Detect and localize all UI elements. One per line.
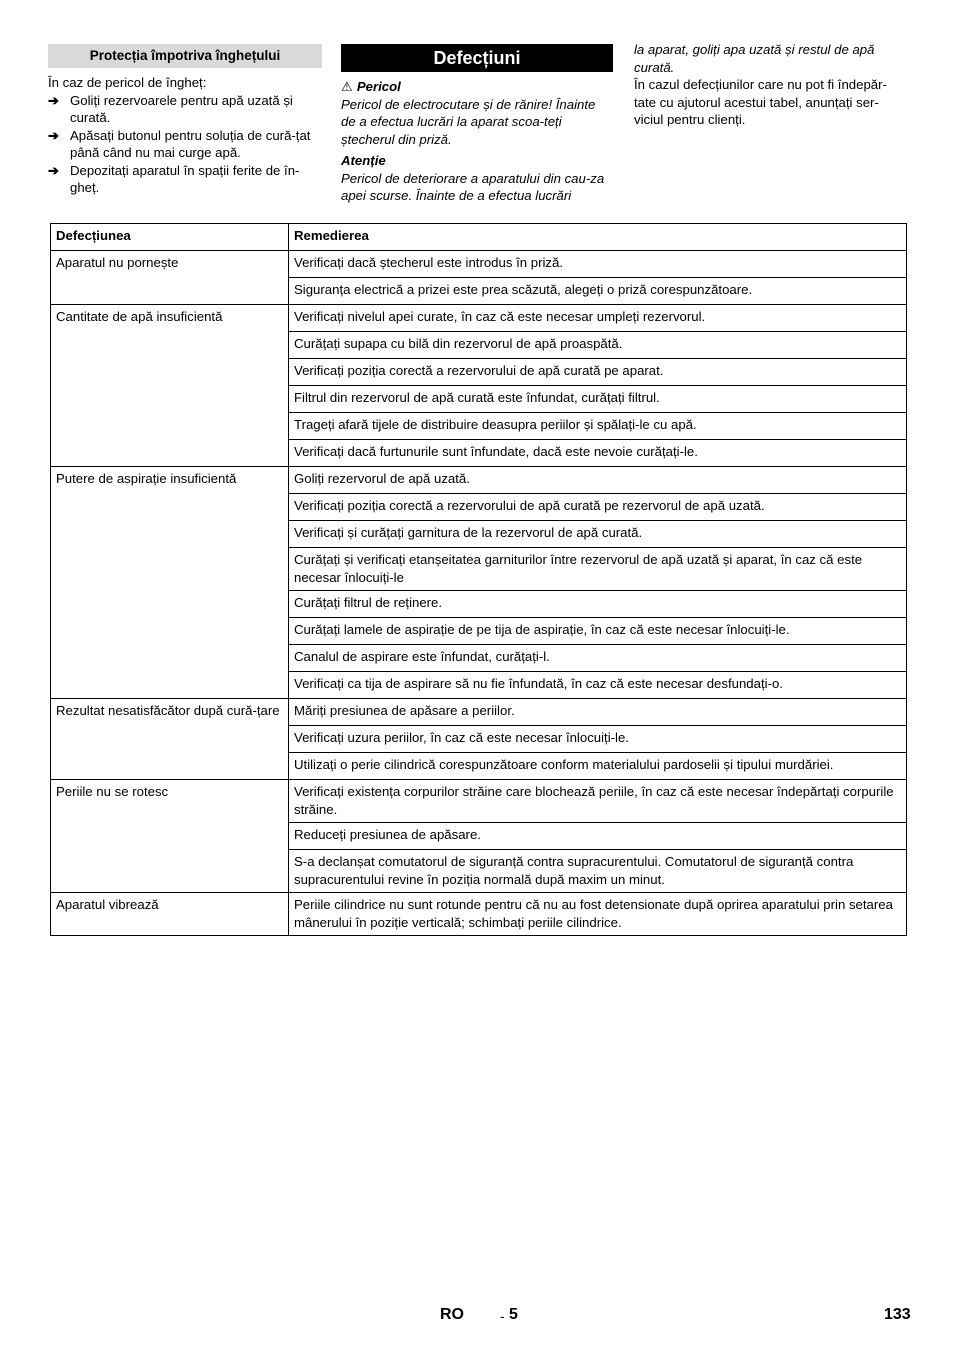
- fault-cell: Aparatul vibrează: [51, 893, 289, 936]
- fault-cell: Putere de aspirație insuficientă: [51, 467, 289, 699]
- arrow-right-icon: ➔: [48, 92, 60, 108]
- remedy-cell: Curățați lamele de aspirație de pe tija de aspirație, în caz că este necesar înlocuiți-le.: [289, 618, 907, 645]
- fault-cell: Cantitate de apă insuficientă: [51, 305, 289, 467]
- remedy-cell: Periile cilindrice nu sunt rotunde pentru că nu au fost detensionate după oprirea aparatului prin setarea mânerului în poziție verticală; schimbați periile cilindrice.: [289, 893, 907, 936]
- frost-steps: [48, 92, 322, 197]
- danger-text: Pericol de electrocutare și de rănire! Înainte de a efectua lucrări la aparat scoa-teți ștecherul din priză.: [341, 96, 596, 147]
- remedy-cell: Goliți rezervorul de apă uzată.: [289, 467, 907, 494]
- remedy-cell: Verificați dacă furtunurile sunt înfundate, dacă este nevoie curățați-le.: [289, 440, 907, 467]
- fault-cell: Rezultat nesatisfăcător după cură-țare: [51, 699, 289, 780]
- remedy-cell: Curățați supapa cu bilă din rezervorul de apă proaspătă.: [289, 332, 907, 359]
- table-row: [51, 467, 907, 494]
- list-item: ➔ Goliți rezervoarele pentru apă uzată și curată.: [48, 92, 293, 125]
- faults-continuation: [634, 44, 908, 129]
- remedy-cell: Verificați poziția corectă a rezervorului de apă curată pe aparat.: [289, 359, 907, 386]
- remedy-cell: Verificați poziția corectă a rezervorului de apă curată pe rezervorul de apă uzată.: [289, 494, 907, 521]
- footer-separator: -: [500, 1308, 505, 1324]
- caution-text-continued: la aparat, goliți apa uzată și restul de apă curată.: [634, 42, 875, 75]
- remedy-cell: Trageți afară tijele de distribuire deasupra periilor și spălați-le cu apă.: [289, 413, 907, 440]
- remedy-cell: Siguranța electrică a prizei este prea scăzută, alegeți o priză corespunzătoare.: [289, 278, 907, 305]
- remedy-cell: Verificați ca tija de aspirare să nu fie înfundată, în caz că este necesar desfundați-o.: [289, 672, 907, 699]
- service-text: În cazul defecțiunilor care nu pot fi îndepăr-tate cu ajutorul acestui tabel, anunțați ser-viciul pentru clienți.: [634, 77, 887, 127]
- footer-language: RO: [440, 1306, 464, 1323]
- faults-title: Defecțiuni: [341, 44, 613, 72]
- remedy-cell: Verificați și curățați garnitura de la rezervorul de apă curată.: [289, 521, 907, 548]
- faults-intro-section: [341, 44, 613, 205]
- remedy-cell: Verificați dacă ștecherul este introdus în priză.: [289, 251, 907, 278]
- caution-text: Pericol de deteriorare a aparatului din cau-za apei scurse. Înainte de a efectua lucrări: [341, 170, 605, 203]
- warning-triangle-icon: ⚠: [341, 79, 353, 94]
- list-item: ➔ Apăsați butonul pentru soluția de cură-țat până când nu mai curge apă.: [48, 127, 311, 160]
- table-row: [51, 699, 907, 726]
- danger-label: ⚠ Pericol: [341, 79, 401, 94]
- caution-label: Atenție: [341, 153, 386, 168]
- frost-intro: În caz de pericol de îngheț:: [48, 75, 207, 90]
- table-row: [51, 251, 907, 278]
- table-row: [51, 305, 907, 332]
- faults-table-body: [51, 251, 907, 936]
- faults-table: [50, 223, 907, 936]
- header-fault: Defecțiunea: [51, 224, 289, 251]
- remedy-cell: Verificați existența corpurilor străine care blochează periile, în caz că este necesar îndepărtați corpurile străine.: [289, 780, 907, 823]
- remedy-cell: Canalul de aspirare este înfundat, curățați-l.: [289, 645, 907, 672]
- frost-protection-title: Protecția împotriva înghețului: [48, 44, 322, 68]
- footer-section-number: 5: [509, 1306, 518, 1323]
- remedy-cell: Curățați și verificați etanșeitatea garniturilor între rezervorul de apă uzată și aparat, în caz că este necesar înlocuiți-le: [289, 548, 907, 591]
- table-header-row: [51, 224, 907, 251]
- remedy-cell: S-a declanșat comutatorul de siguranță contra supracurentului. Comutatorul de siguranță contra supracurentului revine în poziția normală după maxim un minut.: [289, 850, 907, 893]
- frost-protection-section: [48, 44, 322, 197]
- list-item: ➔ Depozitați aparatul în spații ferite de în-gheț.: [48, 162, 300, 195]
- remedy-cell: Curățați filtrul de reținere.: [289, 591, 907, 618]
- table-row: [51, 780, 907, 823]
- remedy-cell: Verificați nivelul apei curate, în caz că este necesar umpleți rezervorul.: [289, 305, 907, 332]
- arrow-right-icon: ➔: [48, 127, 60, 143]
- fault-cell: Periile nu se rotesc: [51, 780, 289, 893]
- remedy-cell: Utilizați o perie cilindrică corespunzătoare conform materialului pardoselii și tipului murdăriei.: [289, 753, 907, 780]
- remedy-cell: Măriți presiunea de apăsare a periilor.: [289, 699, 907, 726]
- table-row: [51, 893, 907, 936]
- remedy-cell: Reduceți presiunea de apăsare.: [289, 823, 907, 850]
- header-remedy: Remedierea: [289, 224, 907, 251]
- remedy-cell: Verificați uzura periilor, în caz că este necesar înlocuiți-le.: [289, 726, 907, 753]
- fault-cell: Aparatul nu pornește: [51, 251, 289, 305]
- remedy-cell: Filtrul din rezervorul de apă curată este înfundat, curățați filtrul.: [289, 386, 907, 413]
- footer-page-number: 133: [884, 1306, 911, 1323]
- arrow-right-icon: ➔: [48, 162, 60, 178]
